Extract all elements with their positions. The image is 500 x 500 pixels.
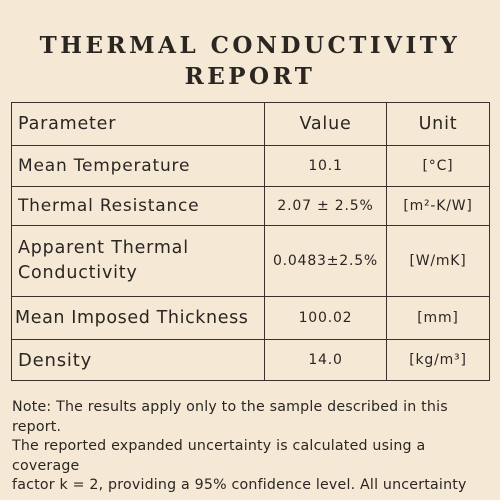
table-row: [12, 340, 490, 381]
header-parameter: Parameter: [12, 103, 265, 146]
footnote-line-1: Note: The results apply only to the sample described in this report.: [12, 399, 448, 435]
report-title-line-1: THERMAL CONDUCTIVITY: [39, 32, 461, 59]
report-title-line-2: REPORT: [184, 63, 316, 90]
footnote-line-3: factor k = 2, providing a 95% confidence level. All uncertainty: [12, 477, 467, 493]
table-row: [12, 226, 490, 297]
unit-cell: [mm]: [387, 297, 490, 340]
parameter-cell: Density: [12, 340, 265, 381]
unit-cell: [W/mK]: [387, 226, 490, 297]
unit-cell: [°C]: [387, 146, 490, 187]
value-cell: 10.1: [265, 146, 387, 187]
unit-cell: [kg/m³]: [387, 340, 490, 381]
header-value: Value: [265, 103, 387, 146]
unit-cell: [m²-K/W]: [387, 187, 490, 226]
parameter-cell: Thermal Resistance: [12, 187, 265, 226]
table-row: [12, 146, 490, 187]
parameter-cell: Apparent Thermal Conductivity: [12, 226, 265, 297]
table-header-row: [12, 103, 490, 146]
parameter-cell: Mean Temperature: [12, 146, 265, 187]
footnote: [12, 398, 488, 496]
parameter-cell: Mean Imposed Thickness: [12, 297, 265, 340]
report-title: [0, 30, 500, 92]
value-cell: 2.07 ± 2.5%: [265, 187, 387, 226]
results-table: [11, 102, 490, 381]
table-row: [12, 297, 490, 340]
table-row: [12, 187, 490, 226]
value-cell: 100.02: [265, 297, 387, 340]
footnote-line-2: The reported expanded uncertainty is calculated using a coverage: [12, 438, 426, 474]
value-cell: 0.0483±2.5%: [265, 226, 387, 297]
value-cell: 14.0: [265, 340, 387, 381]
header-unit: Unit: [387, 103, 490, 146]
